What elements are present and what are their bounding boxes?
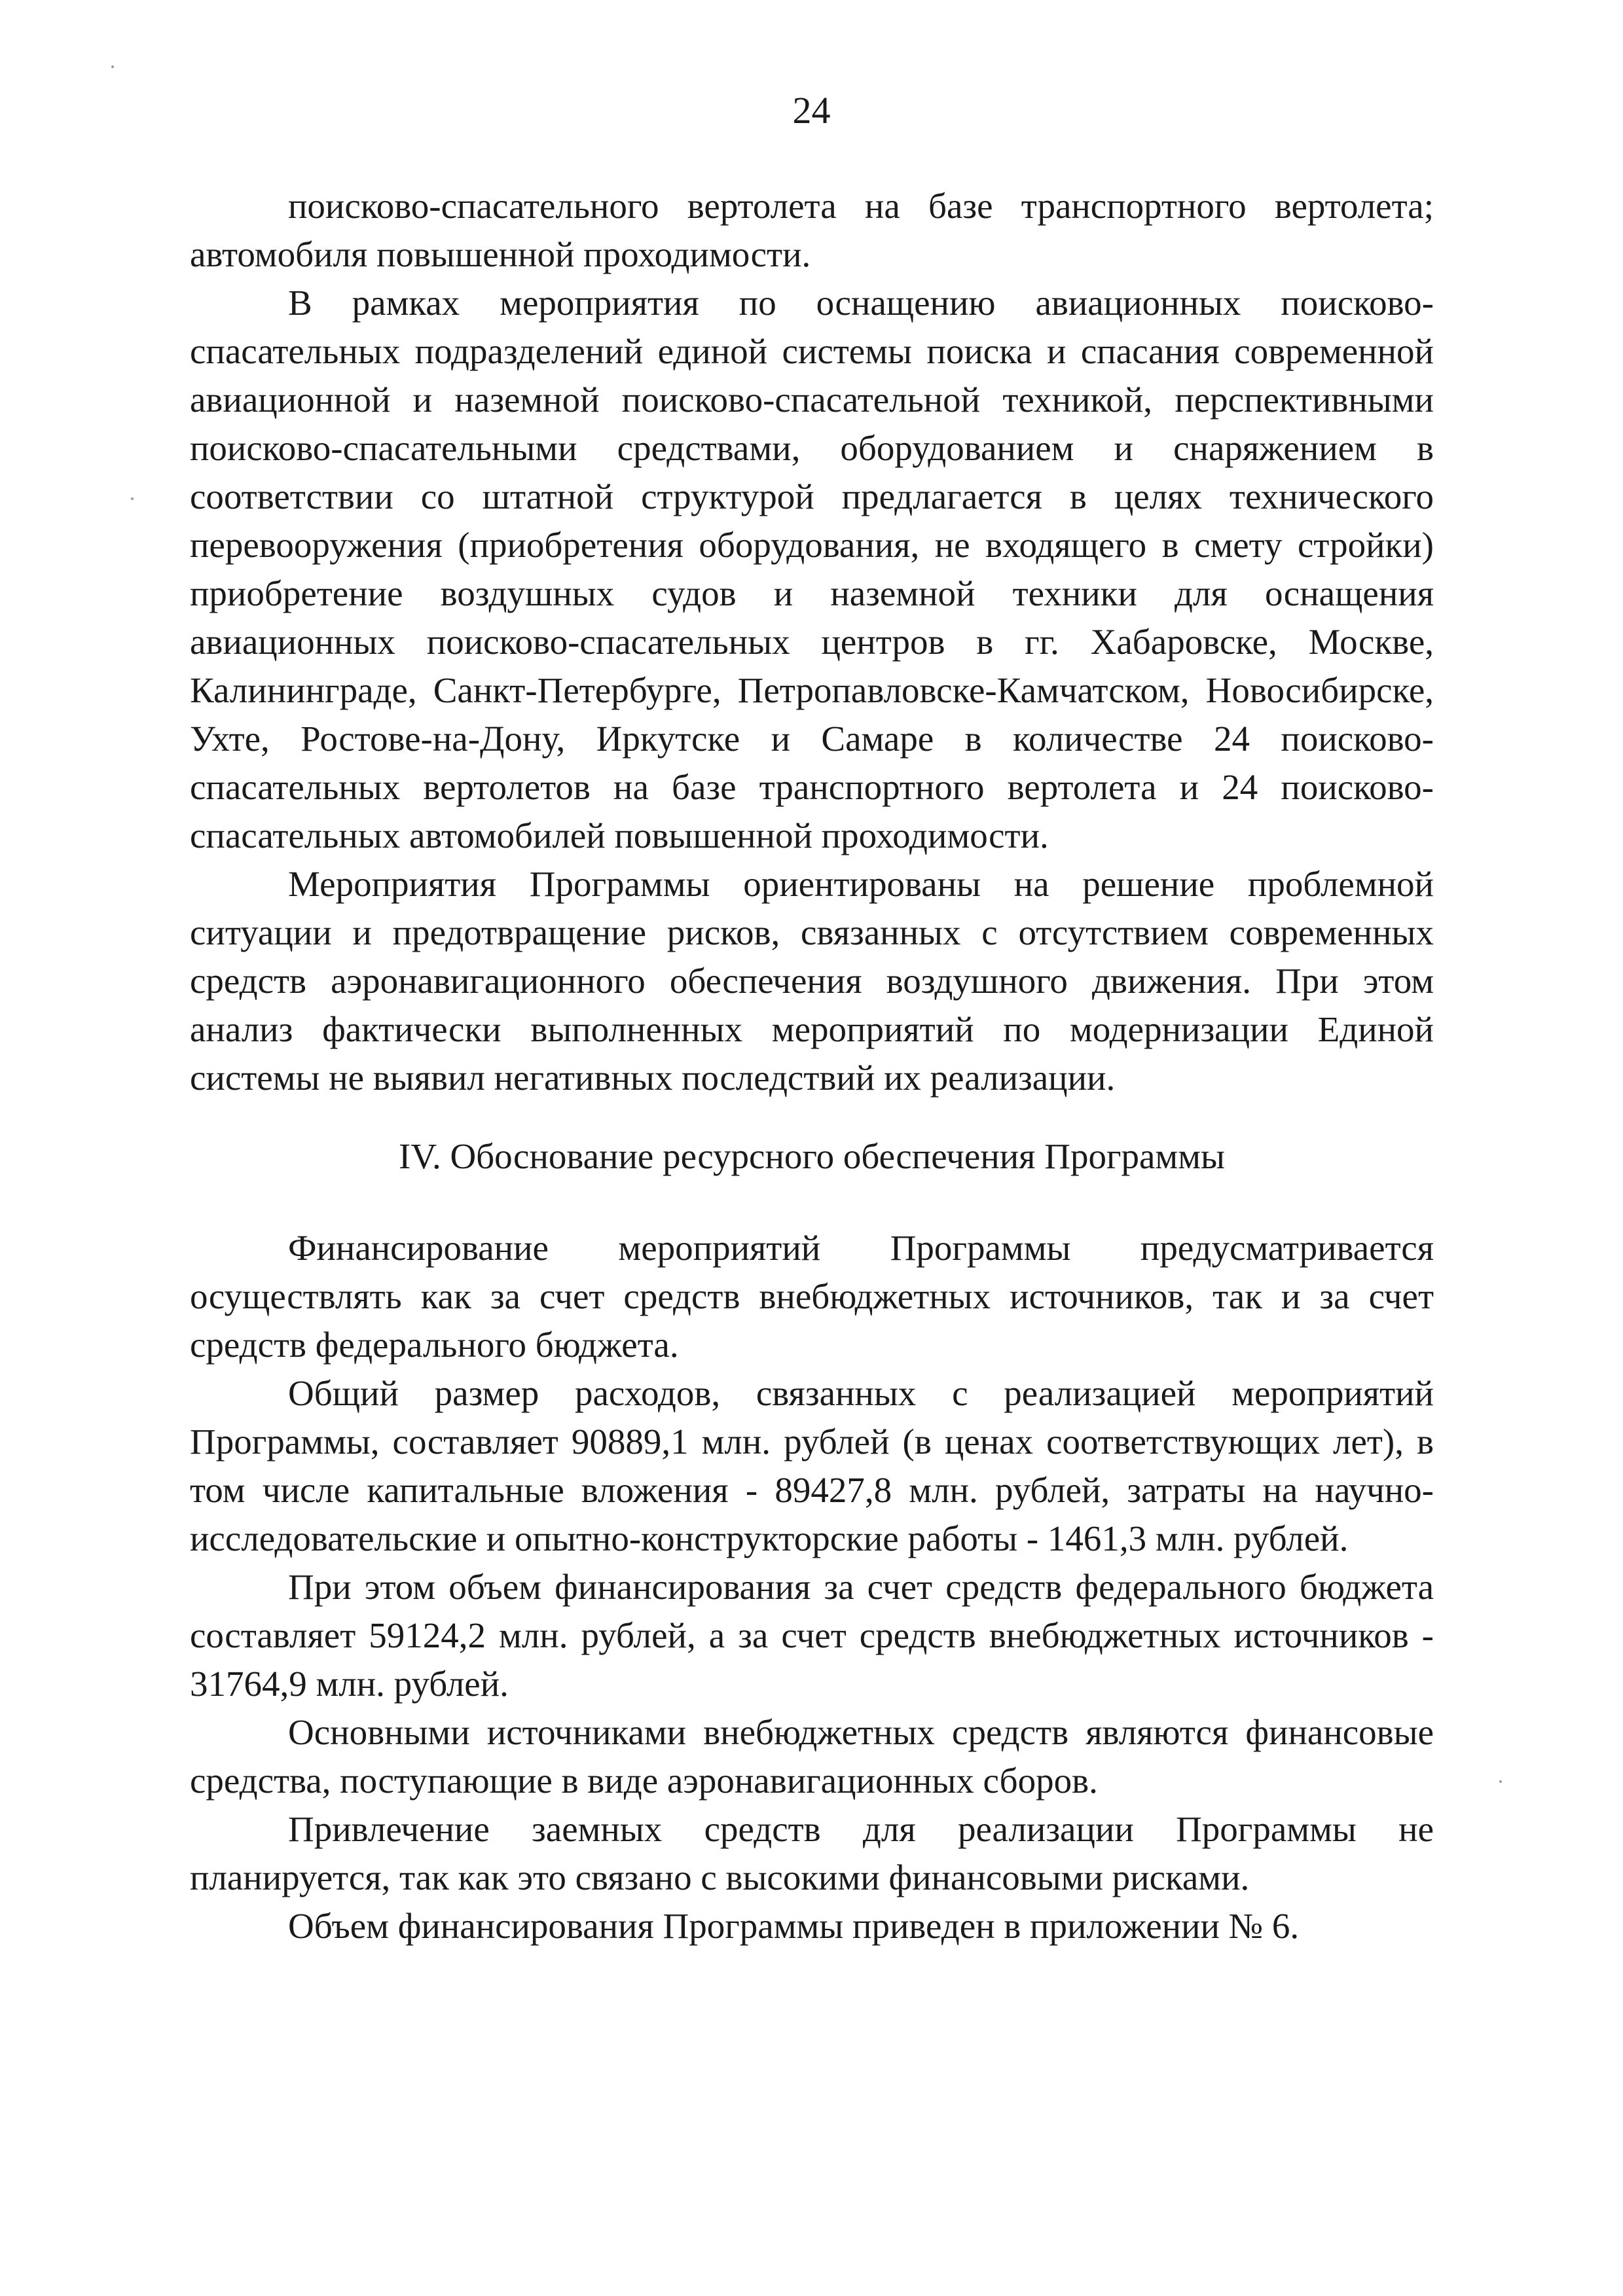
paragraph-federal-budget: При этом объем финансирования за счет средств федерального бюджета составляет 59124,2 млн. рублей, а за счет средств внебюджетных источников - 31764,9 млн. рублей. — [190, 1567, 1434, 1704]
paragraph-financing-sources: Финансирование мероприятий Программы предусматривается осуществлять как за счет средств внебюджетных источников, так и за счет средств федерального бюджета. — [190, 1228, 1434, 1365]
paragraph-appendix-reference: Объем финансирования Программы приведен в приложении № 6. — [288, 1906, 1300, 1946]
scan-speck — [1499, 1780, 1502, 1783]
page-number: 24 — [792, 89, 831, 132]
paragraph-borrowed-funds: Привлечение заемных средств для реализации Программы не планируется, так как это связано с высокими финансовыми рисками. — [190, 1809, 1434, 1897]
paragraph-total-expenses: Общий размер расходов, связанных с реализацией мероприятий Программы, составляет 90889,1 млн. рублей (в ценах соответствующих лет), в том числе капитальные вложения - 89427,8 млн. рублей, затраты на научно-исследовательские и опытно-конструкторские работы - 1461,3 млн. рублей. — [190, 1373, 1434, 1558]
paragraph-risk-mitigation: Мероприятия Программы ориентированы на решение проблемной ситуации и предотвращение рисков, связанных с отсутствием современных средств аэронавигационного обеспечения воздушного движения. При этом анализ фактически выполненных мероприятий по модернизации Единой системы не выявил негативных последствий их реализации. — [190, 864, 1434, 1098]
section-title: IV. Обоснование ресурсного обеспечения Программы — [399, 1136, 1225, 1176]
document-body — [190, 182, 1434, 1950]
paragraph-extrabudgetary-sources: Основными источниками внебюджетных средств являются финансовые средства, поступающие в виде аэронавигационных сборов. — [190, 1712, 1434, 1801]
paragraph-search-rescue-equipment: В рамках мероприятия по оснащению авиационных поисково-спасательных подразделений единой системы поиска и спасания современной авиационной и наземной поисково-спасательной техникой, перспективными поисково-спасательными средствами, оборудованием и снаряжением в соответствии со штатной структурой предлагается в целях технического перевооружения (приобретения оборудования, не входящего в смету стройки) приобретение воздушных судов и наземной техники для оснащения авиационных поисково-спасательных центров в гг. Хабаровске, Москве, Калининграде, Санкт-Петербурге, Петропавловске-Камчатском, Новосибирске, Ухте, Ростове-на-Дону, Иркутске и Самаре в количестве 24 поисково-спасательных вертолетов на базе транспортного вертолета и 24 поисково-спасательных автомобилей повышенной проходимости. — [190, 283, 1434, 855]
scan-speck — [131, 497, 134, 500]
paragraph-continuation: поисково-спасательного вертолета на базе транспортного вертолета; автомобиля повышенной проходимости. — [190, 186, 1434, 274]
scan-speck — [111, 65, 114, 68]
